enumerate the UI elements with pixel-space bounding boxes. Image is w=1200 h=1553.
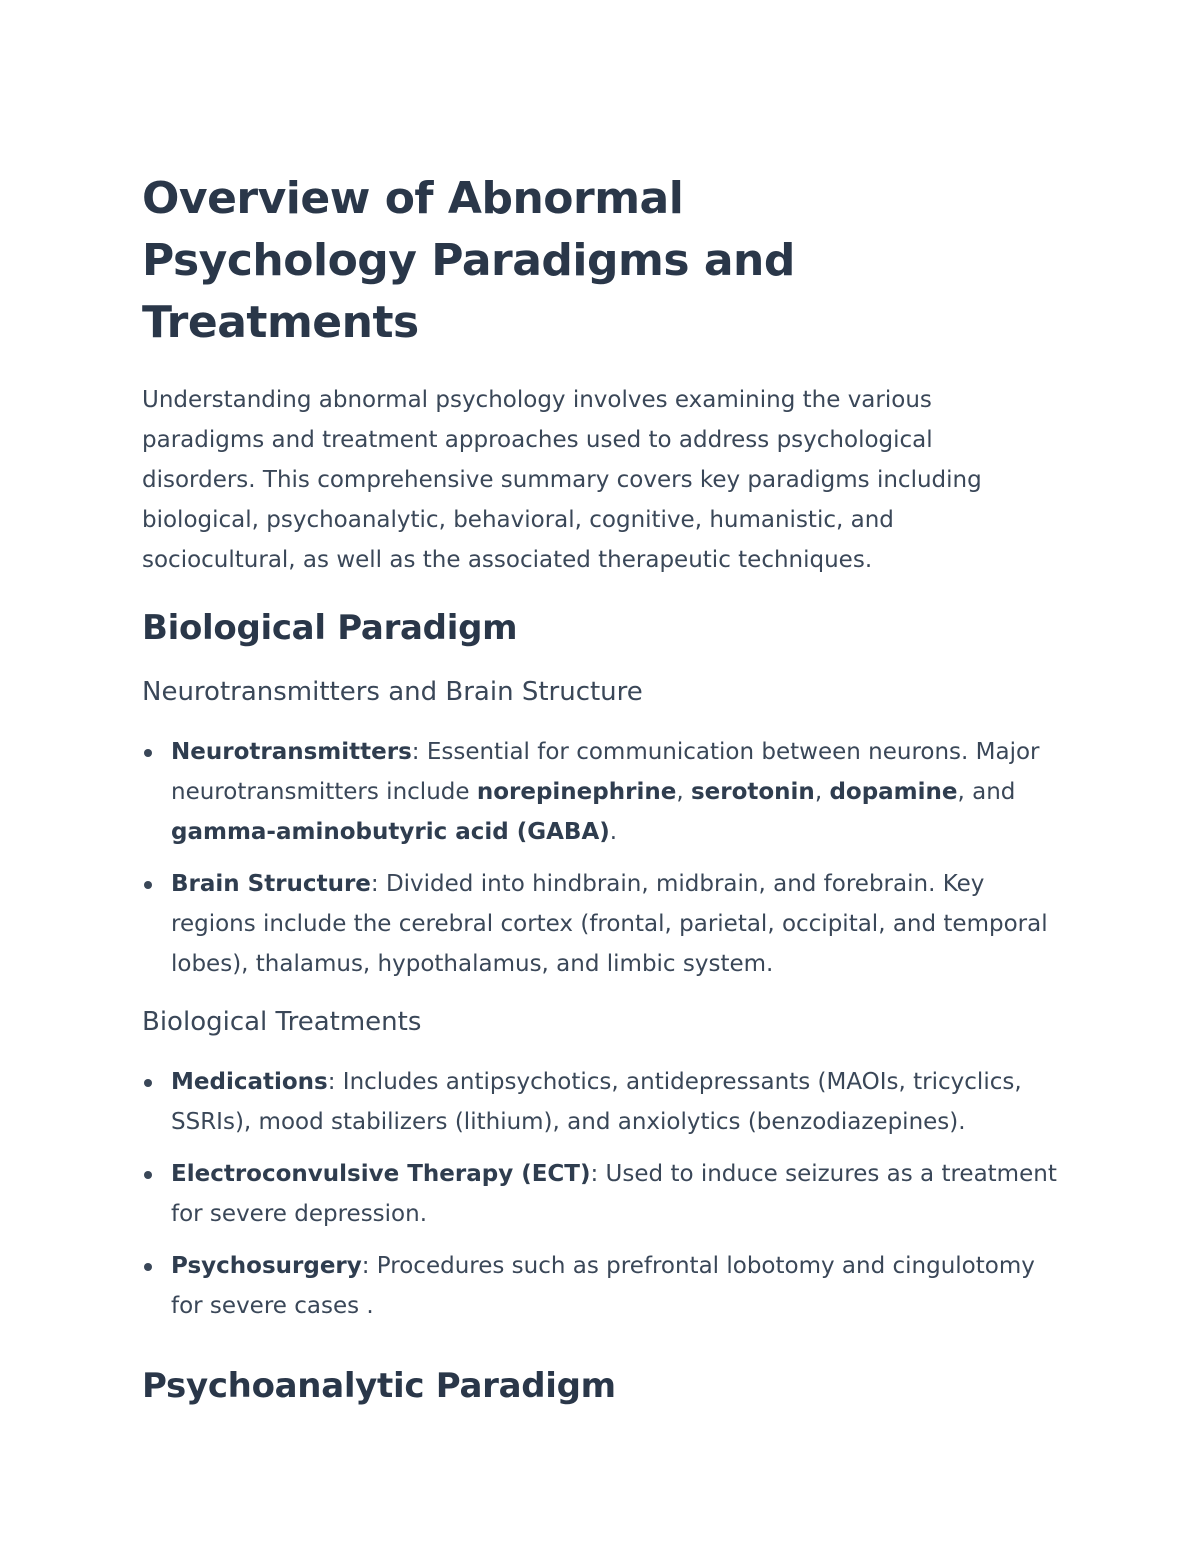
intro-paragraph: Understanding abnormal psychology involves examining the various paradigms and treatment approaches used to address psychological disorders. This comprehensive summary covers key paradigms including biological, psychoanalytic, behavioral, cognitive, humanistic, and sociocultural, as well as the associated therapeutic techniques. <box>142 387 982 573</box>
bullet-icon <box>144 1263 152 1271</box>
list-item <box>142 864 1061 984</box>
list-item-term: Electroconvulsive Therapy (ECT) <box>171 1161 591 1187</box>
list-item <box>142 1154 1061 1234</box>
bullet-icon <box>144 1171 152 1179</box>
list-item-text: . <box>609 819 618 845</box>
list-item-text: , <box>814 779 830 805</box>
bullet-icon <box>144 749 152 757</box>
list-item <box>142 1062 1061 1142</box>
list-item <box>142 732 1061 852</box>
list-item-bold: gamma-aminobutyric acid (GABA) <box>171 819 610 845</box>
list-item <box>142 1246 1061 1326</box>
subsection-heading-treatments: Biological Treatments <box>142 1007 422 1037</box>
list-item-term: Neurotransmitters <box>171 739 412 765</box>
list-item-text: , and <box>957 779 1016 805</box>
bullet-icon <box>144 881 152 889</box>
section-heading-psychoanalytic: Psychoanalytic Paradigm <box>142 1366 616 1406</box>
treatments-list <box>142 1062 1080 1326</box>
list-item-text: , <box>676 779 691 805</box>
subsection-heading-neurotransmitters: Neurotransmitters and Brain Structure <box>142 677 643 707</box>
list-item-bold: dopamine <box>829 779 958 805</box>
list-item-bold: serotonin <box>690 779 815 805</box>
bullet-icon <box>144 1079 152 1087</box>
page-title: Overview of Abnormal Psychology Paradigms and Treatments <box>142 173 795 348</box>
list-item-text: : Essential for communication between neurons. Major neurotransmitters include <box>171 739 1040 805</box>
list-item-bold: norepinephrine <box>476 779 677 805</box>
list-item-text: : Used to induce seizures as a treatment for severe depression. <box>171 1161 1057 1227</box>
section-heading-biological: Biological Paradigm <box>142 608 518 648</box>
list-item-term: Medications <box>171 1069 328 1095</box>
list-item-text: : Procedures such as prefrontal lobotomy and cingulotomy for severe cases . <box>171 1253 1035 1319</box>
list-item-text: : Divided into hindbrain, midbrain, and forebrain. Key regions include the cerebral cortex (frontal, parietal, occipital, and temporal lobes), thalamus, hypothalamus, and limbic system. <box>171 871 1048 977</box>
list-item-text: : Includes antipsychotics, antidepressants (MAOIs, tricyclics, SSRIs), mood stabilizers (lithium), and anxiolytics (benzodiazepines). <box>171 1069 1022 1135</box>
neuro-list <box>142 732 1080 984</box>
list-item-term: Brain Structure <box>171 871 371 897</box>
list-item-term: Psychosurgery <box>171 1253 362 1279</box>
